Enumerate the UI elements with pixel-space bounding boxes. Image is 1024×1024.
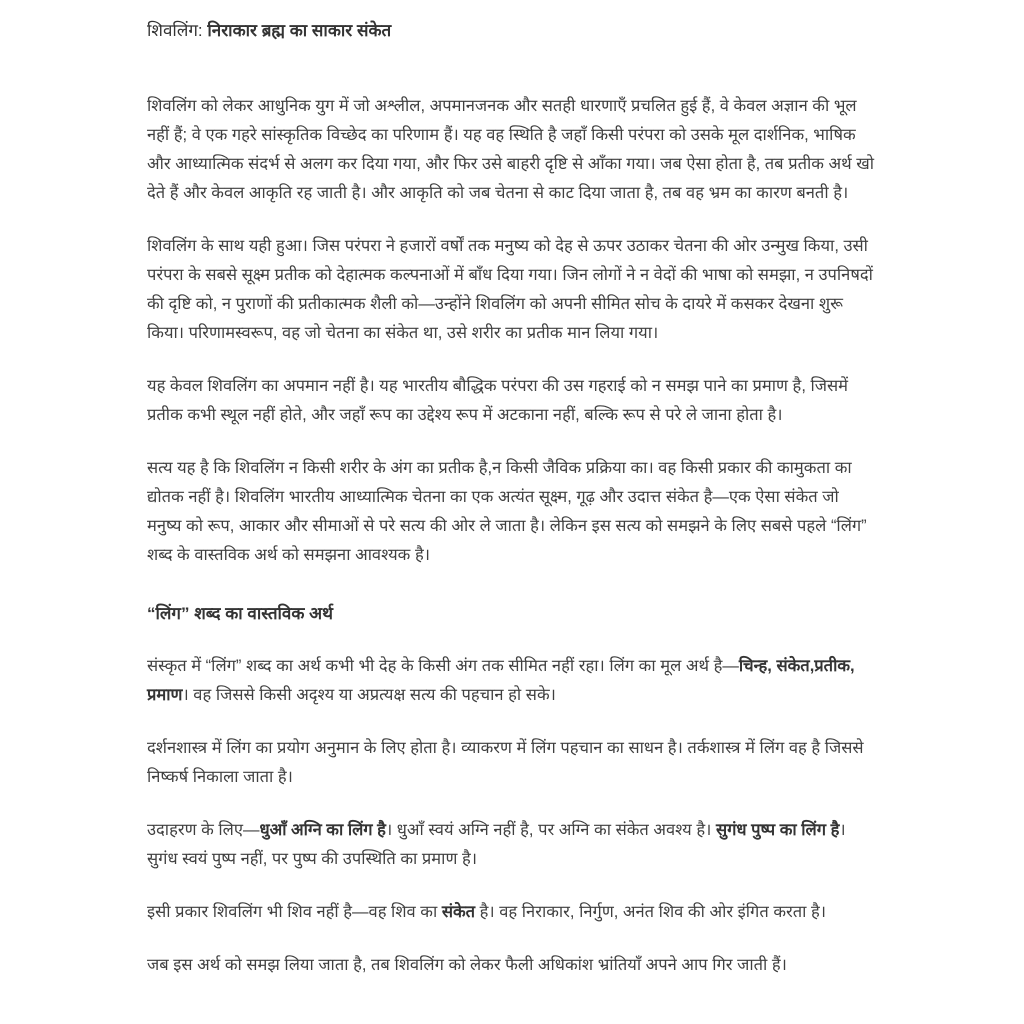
paragraph-intro-1 — [147, 92, 877, 208]
text-segment: । वह जिससे किसी अदृश्य या अप्रत्यक्ष सत्य की पहचान हो सके। — [182, 686, 556, 704]
text-segment: शिवलिंग के साथ यही हुआ। जिस परंपरा ने हजारों वर्षों तक मनुष्य को देह से ऊपर उठाकर चेतना की ओर उन्मुख किया, उसी परंपरा के सबसे सूक्ष्म प्रतीक को देहात्मक कल्पनाओं में बाँध दिया गया। जिन लोगों ने न वेदों की भाषा को समझा, न उपनिषदों की दृष्टि को, न पुराणों की प्रतीकात्मक शैली को—उन्होंने शिवलिंग को अपनी सीमित सोच के दायरे में कसकर देखना शुरू किया। परिणामस्वरूप, वह जो चेतना का संकेत था, उसे शरीर का प्रतीक मान लिया गया। — [147, 237, 873, 342]
paragraph-intro-3 — [147, 372, 877, 430]
bold-text-segment: “लिंग” शब्द का वास्तविक अर्थ — [147, 604, 334, 623]
paragraph-meaning-2 — [147, 734, 877, 792]
text-segment: । सुगंध स्वयं पुष्प नहीं, पर पुष्प की उपस्थिति का प्रमाण है। — [147, 821, 846, 868]
document-title — [147, 16, 877, 45]
bold-text-segment: निराकार ब्रह्म का साकार संकेत — [207, 21, 392, 40]
paragraph-intro-2 — [147, 232, 877, 348]
text-segment: सत्य यह है कि शिवलिंग न किसी शरीर के अंग का प्रतीक है,न किसी जैविक प्रक्रिया का। वह किसी प्रकार की कामुकता का द्योतक नहीं है। शिवलिंग भारतीय आध्यात्मिक चेतना का एक अत्यंत सूक्ष्म, गूढ़ और उदात्त संकेत है—एक ऐसा संकेत जो मनुष्य को रूप, आकार और सीमाओं से परे सत्य की ओर ले जाता है। लेकिन इस सत्य को समझने के लिए सबसे पहले “लिंग” शब्द के वास्तविक अर्थ को समझना आवश्यक है। — [147, 459, 867, 564]
text-segment: । धुआँ स्वयं अग्नि नहीं है, पर अग्नि का संकेत अवश्य है। — [385, 821, 716, 839]
text-segment: इसी प्रकार शिवलिंग भी शिव नहीं है—वह शिव का — [147, 903, 442, 921]
text-segment: दर्शनशास्त्र में लिंग का प्रयोग अनुमान के लिए होता है। व्याकरण में लिंग पहचान का साधन है। तर्कशास्त्र में लिंग वह है जिससे निष्कर्ष निकाला जाता है। — [147, 739, 864, 786]
text-segment: शिवलिंग को लेकर आधुनिक युग में जो अश्लील, अपमानजनक और सतही धारणाएँ प्रचलित हुई हैं, वे केवल अज्ञान की भूल नहीं हैं; वे एक गहरे सांस्कृतिक विच्छेद का परिणाम हैं। यह वह स्थिति है जहाँ किसी परंपरा को उसके मूल दार्शनिक, भाषिक और आध्यात्मिक संदर्भ से अलग कर दिया गया, और फिर उसे बाहरी दृष्टि से आँका गया। जब ऐसा होता है, तब प्रतीक अर्थ खो देते हैं और केवल आकृति रह जाती है। और आकृति को जब चेतना से काट दिया जाता है, तब वह भ्रम का कारण बनती है। — [147, 97, 875, 202]
text-segment: है। वह निराकार, निर्गुण, अनंत शिव की ओर इंगित करता है। — [475, 903, 827, 921]
bold-text-segment: सुगंध पुष्प का लिंग है — [715, 821, 840, 839]
text-segment: उदाहरण के लिए— — [147, 821, 260, 839]
bold-text-segment: चिन्ह, संकेत,प्रतीक, प्रमाण — [147, 657, 855, 704]
text-segment: जब इस अर्थ को समझ लिया जाता है, तब शिवलिंग को लेकर फैली अधिकांश भ्रांतियाँ अपने आप गिर जाती हैं। — [147, 956, 787, 974]
text-segment: संस्कृत में “लिंग” शब्द का अर्थ कभी भी देह के किसी अंग तक सीमित नहीं रहा। लिंग का मूल अर्थ है— — [147, 657, 739, 675]
paragraph-intro-4 — [147, 454, 877, 570]
paragraph-meaning-5 — [147, 951, 877, 980]
text-segment: शिवलिंग: — [147, 21, 208, 40]
paragraph-meaning-3 — [147, 816, 877, 874]
section-heading-ling-meaning — [147, 599, 877, 628]
paragraph-meaning-4 — [147, 898, 877, 927]
bold-text-segment: संकेत — [441, 903, 476, 921]
paragraph-meaning-1 — [147, 652, 877, 710]
text-segment: यह केवल शिवलिंग का अपमान नहीं है। यह भारतीय बौद्धिक परंपरा की उस गहराई को न समझ पाने का प्रमाण है, जिसमें प्रतीक कभी स्थूल नहीं होते, और जहाँ रूप का उद्देश्य रूप में अटकाना नहीं, बल्कि रूप से परे ले जाना होता है। — [147, 377, 849, 424]
bold-text-segment: धुआँ अग्नि का लिंग है — [259, 821, 386, 839]
